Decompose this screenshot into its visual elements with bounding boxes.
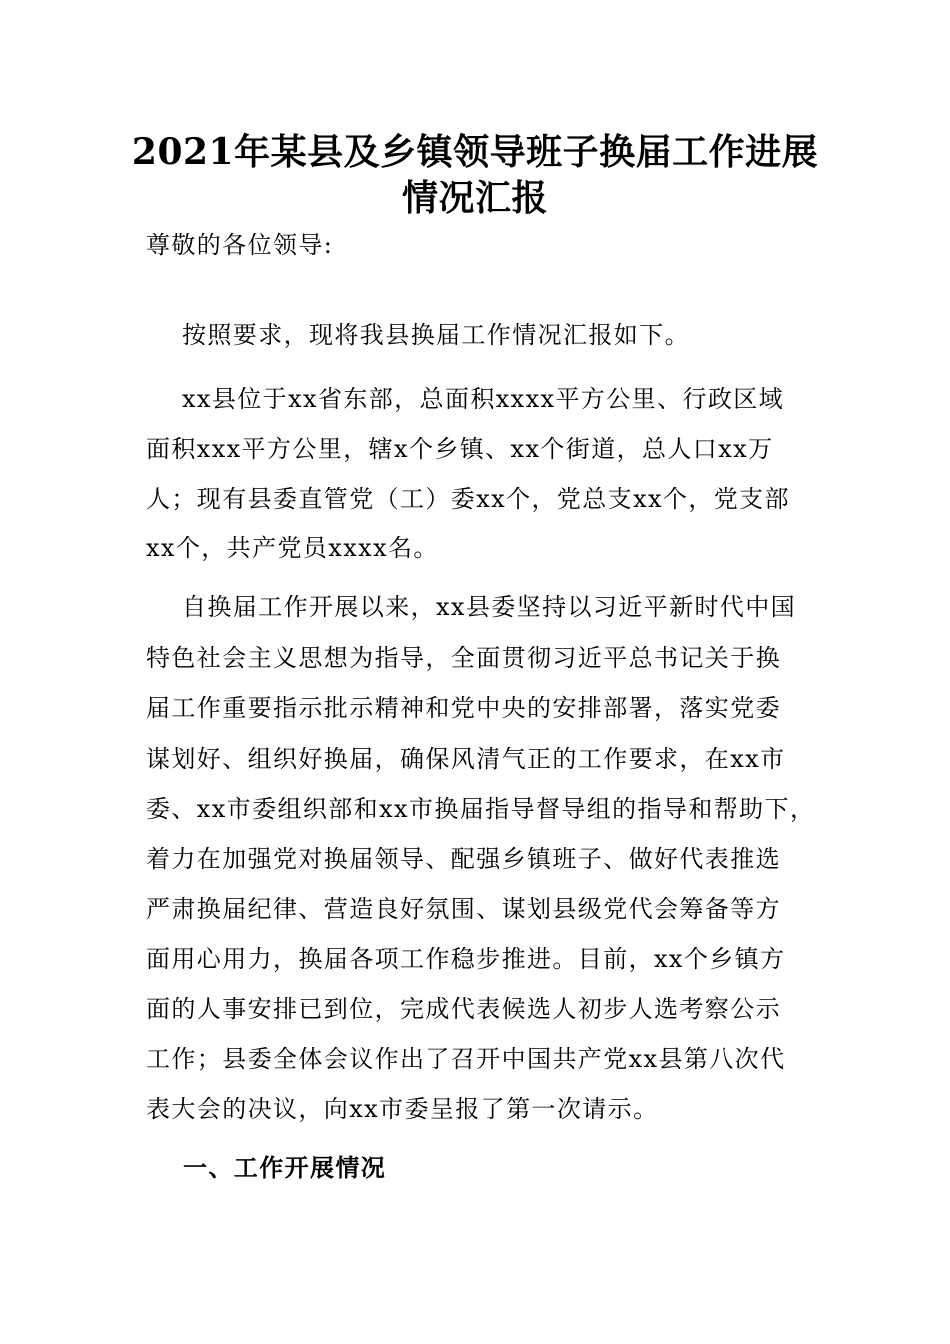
paragraph-3-line-3: 届工作重要指示批示精神和党中央的安排部署，落实党委 xyxy=(146,694,781,722)
paragraph-3-line-11: 表大会的决议，向xx市委呈报了第一次请示。 xyxy=(146,1095,659,1123)
document-title-line-1: 2021年某县及乡镇领导班子换届工作进展 xyxy=(131,131,819,173)
paragraph-3-line-8: 面用心用力，换届各项工作稳步推进。目前，xx个乡镇方 xyxy=(146,945,786,973)
paragraph-3-line-9: 面的人事安排已到位，完成代表候选人初步人选考察公示 xyxy=(146,995,781,1023)
salutation: 尊敬的各位领导: xyxy=(146,231,334,259)
paragraph-3-line-1: 自换届工作开展以来，xx县委坚持以习近平新时代中国 xyxy=(182,593,797,621)
paragraph-3-line-5: 委、xx市委组织部和xx市换届指导督导组的指导和帮助下， xyxy=(146,795,816,823)
paragraph-3-line-2: 特色社会主义思想为指导，全面贯彻习近平总书记关于换 xyxy=(146,644,781,672)
document-title-line-2: 情况汇报 xyxy=(401,177,548,219)
paragraph-2-line-1: xx县位于xx省东部，总面积xxxx平方公里、行政区域 xyxy=(182,385,785,413)
paragraph-3-line-10: 工作；县委全体会议作出了召开中国共产党xx县第八次代 xyxy=(146,1045,786,1073)
paragraph-2-line-4: xx个，共产党员xxxx名。 xyxy=(146,534,439,562)
paragraph-3-line-6: 着力在加强党对换届领导、配强乡镇班子、做好代表推选 xyxy=(146,845,781,873)
section-1-heading: 一、工作开展情况 xyxy=(183,1153,387,1182)
paragraph-3-line-4: 谋划好、组织好换届，确保风清气正的工作要求，在xx市 xyxy=(146,745,786,773)
paragraph-1-line-1: 按照要求，现将我县换届工作情况汇报如下。 xyxy=(182,321,690,349)
paragraph-2-line-2: 面积xxx平方公里，辖x个乡镇、xx个街道，总人口xx万 xyxy=(146,435,774,463)
paragraph-3-line-7: 严肃换届纪律、营造良好氛围、谋划县级党代会筹备等方 xyxy=(146,895,781,923)
paragraph-2-line-3: 人；现有县委直管党（工）委xx个，党总支xx个，党支部 xyxy=(146,485,790,513)
